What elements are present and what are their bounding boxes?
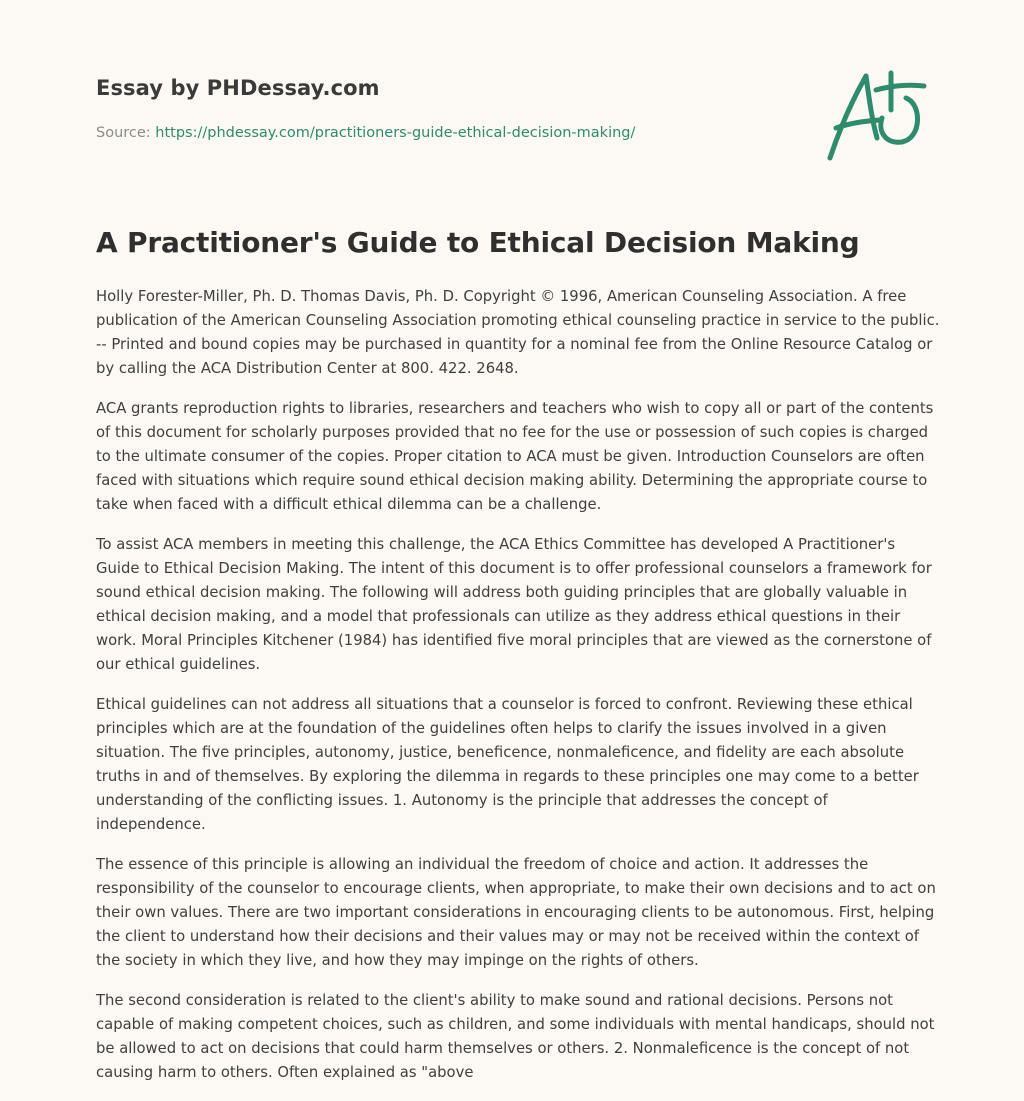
essay-title: A Practitioner's Guide to Ethical Decision Making (96, 226, 860, 259)
source-line (96, 125, 635, 141)
a-plus-logo-icon (822, 68, 928, 164)
essay-body (96, 285, 942, 1101)
paragraph: ACA grants reproduction rights to libraries, researchers and teachers who wish to copy all or part of the contents of this document for scholarly purposes provided that no fee for the use or possession of such copies is charged to the ultimate consumer of the copies. Proper citation to ACA must be given. Introduction Counselors are often faced with situations which require sound ethical decision making ability. Determining the appropriate course to take when faced with a difficult ethical dilemma can be a challenge. (96, 400, 934, 513)
essay-header (96, 76, 635, 141)
source-link[interactable]: https://phdessay.com/practitioners-guide-ethical-decision-making/ (155, 125, 636, 141)
paragraph: To assist ACA members in meeting this challenge, the ACA Ethics Committee has developed A Practitioner's Guide to Ethical Decision Making. The intent of this document is to offer professional counselors a framework for sound ethical decision making. The following will address both guiding principles that are globally valuable in ethical decision making, and a model that professionals can utilize as they address ethical questions in their work. Moral Principles Kitchener (1984) has identified five moral principles that are viewed as the cornerstone of our ethical guidelines. (96, 536, 932, 673)
source-label: Source: (96, 125, 151, 141)
brand-title: Essay by PHDessay.com (96, 76, 380, 100)
paragraph: Holly Forester-Miller, Ph. D. Thomas Davis, Ph. D. Copyright © 1996, American Counseling Association. A free publication of the American Counseling Association promoting ethical counseling practice in service to the public. -- Printed and bound copies may be purchased in quantity for a nominal fee from the Online Resource Catalog or by calling the ACA Distribution Center at 800. 422. 2648. (96, 288, 940, 377)
paragraph: The essence of this principle is allowing an individual the freedom of choice and action. It addresses the responsibility of the counselor to encourage clients, when appropriate, to make their own decisions and to act on their own values. There are two important considerations in encouraging clients to be autonomous. First, helping the client to understand how their decisions and their values may or may not be received within the context of the society in which they live, and how they may impinge on the rights of others. (96, 856, 936, 969)
paragraph: Ethical guidelines can not address all situations that a counselor is forced to confront. Reviewing these ethical principles which are at the foundation of the guidelines often helps to clarify the issues involved in a given situation. The five principles, autonomy, justice, beneficence, nonmaleficence, and fidelity are each absolute truths in and of themselves. By exploring the dilemma in regards to these principles one may come to a better understanding of the conflicting issues. 1. Autonomy is the principle that addresses the concept of independence. (96, 696, 919, 833)
paragraph: The second consideration is related to the client's ability to make sound and rational decisions. Persons not capable of making competent choices, such as children, and some individuals with mental handicaps, should not be allowed to act on decisions that could harm themselves or others. 2. Nonmaleficence is the concept of not causing harm to others. Often explained as "above (96, 992, 935, 1081)
